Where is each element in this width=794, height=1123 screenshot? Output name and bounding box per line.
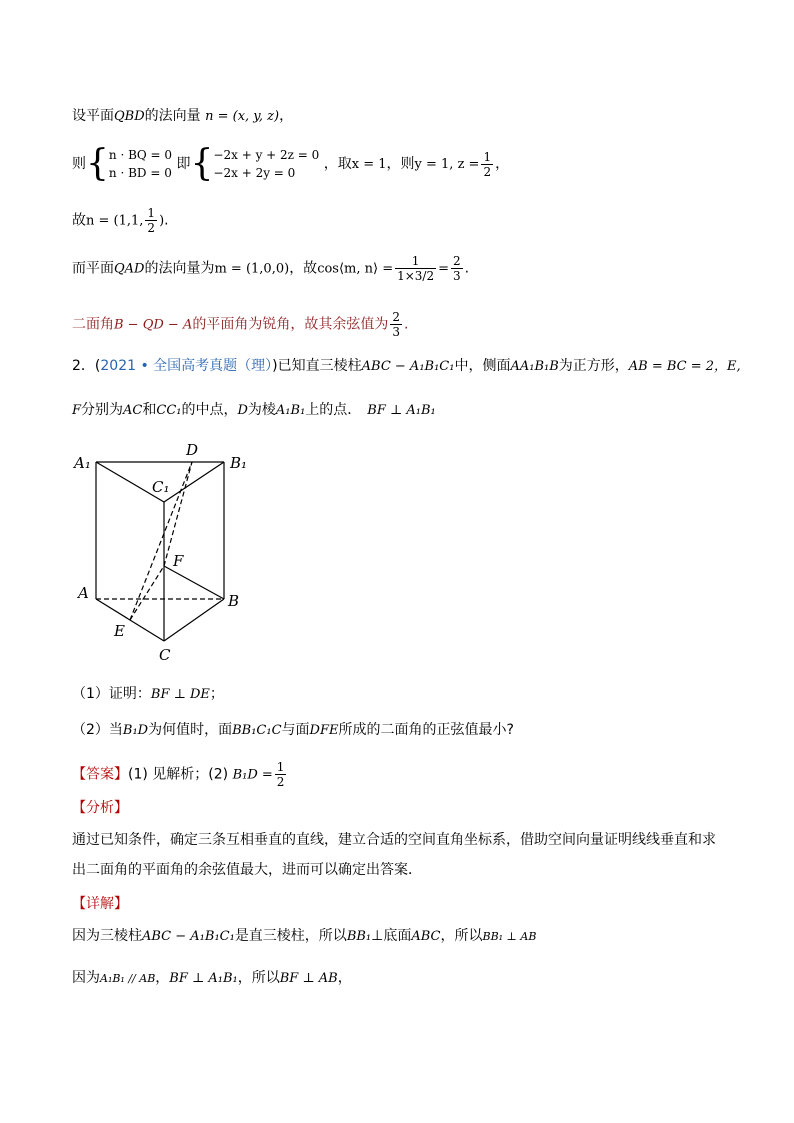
label-b: B (228, 592, 240, 610)
paren: ) (159, 213, 165, 229)
text: （1）证明： (72, 686, 151, 702)
text: 设平面 (72, 108, 114, 124)
equals: = (438, 261, 450, 277)
face-label: BB₁C₁C (232, 723, 282, 738)
equation: x = 1 (351, 157, 387, 172)
text: ，所以 (237, 970, 280, 986)
text: 的法向量 (144, 108, 201, 124)
label-a1: A₁ (74, 454, 91, 472)
fraction: $\frac{2}{3}$ (392, 310, 400, 339)
fraction: $\frac{1}{2}$ (147, 206, 156, 235)
label-c: C (159, 646, 171, 664)
segment-label: CC₁ (156, 403, 182, 418)
prism-label: ABC − A₁B₁C₁ (142, 929, 235, 944)
text: 因为 (72, 970, 100, 986)
text: ，取 (323, 156, 352, 172)
plane-label: QBD (114, 109, 145, 124)
face-label: DFE (309, 723, 339, 738)
question-source: 2021 • 全国高考真题（理） (100, 358, 273, 374)
text: ， (337, 970, 352, 986)
line-normal-vector-qbd (72, 106, 293, 127)
text: 所成的二面角的正弦值最小? (338, 722, 514, 738)
text: . (164, 212, 169, 229)
equation: y = 1, z = (414, 157, 480, 172)
point-label: D (237, 403, 248, 418)
part-2 (72, 720, 514, 741)
text: ； (209, 686, 224, 702)
text: ， (155, 970, 170, 986)
equation: AB = BC = 2 (628, 359, 715, 374)
analysis-text: 通过已知条件，确定三条互相垂直的直线，建立合适的空间直角坐标系，借助空间向量证明线线垂直和求出二面角的平面角的余弦值最大，进而可以确定出答案． (72, 832, 716, 878)
edge-c1-b1 (164, 462, 224, 502)
text: 的法向量为 (144, 260, 215, 277)
equation: BB₁ ⊥ AB (482, 930, 537, 943)
equation: B₁D = (232, 767, 273, 783)
label-b1: B₁ (230, 454, 248, 472)
equation: cos⟨m, n⟩ = (317, 261, 394, 277)
question-2-line-2 (72, 400, 436, 421)
text: 二面角 (72, 316, 114, 333)
fraction: $\frac{1}{1\times 3/2}$ (397, 254, 435, 283)
text: . (403, 316, 409, 333)
equation: n = (x, y, z) (205, 109, 280, 124)
fraction: $\frac{2}{3}$ (453, 254, 461, 283)
equation: BF ⊥ A₁B₁ (367, 403, 436, 418)
text: . (464, 260, 470, 277)
text: 为何值时，面 (148, 722, 233, 738)
text: ) (272, 358, 278, 374)
label-c1: C₁ (152, 478, 170, 496)
part-1 (72, 684, 224, 705)
text: ，E, (714, 359, 741, 374)
text: 故 (72, 212, 86, 229)
question-2-line-1 (72, 356, 741, 377)
system-equations: −2x + y + 2z = 0 −2x + 2y = 0 (213, 148, 320, 180)
edge-c-b (164, 599, 224, 641)
text: ， (279, 108, 294, 124)
equation: BF ⊥ DE (150, 687, 210, 702)
fraction: $\frac{1}{2}$ (276, 760, 285, 789)
line-n-result (72, 206, 169, 236)
text: 则 (72, 156, 86, 172)
text: 为正方形， (558, 358, 629, 374)
segment-e-f (130, 566, 164, 620)
text: ⊥底面 (371, 928, 412, 944)
answer-tag: 【答案】 (72, 766, 128, 783)
equation: n = (1,1, (86, 213, 144, 229)
segment-label: BB₁ (346, 929, 372, 944)
text: （2）当 (72, 722, 123, 738)
answer-line (72, 760, 288, 790)
brace: { (86, 143, 109, 184)
line-system (72, 143, 510, 190)
text: 上的点． (305, 402, 362, 418)
face-label: AA₁B₁B (510, 359, 559, 374)
detail-tag: 【详解】 (72, 896, 128, 912)
text: 的中点， (181, 402, 238, 418)
text: 是直三棱柱，所以 (234, 928, 347, 944)
angle-label: B − QD − A (114, 317, 193, 333)
point-label: F (72, 403, 82, 418)
text: 而平面 (72, 260, 114, 277)
text: ，所以 (440, 928, 483, 944)
brace: { (190, 143, 214, 184)
text: 中，侧面 (454, 358, 511, 374)
equation: BF ⊥ A₁B₁ (169, 971, 238, 986)
text: (1) 见解析；(2) (128, 766, 229, 783)
prism-label: ABC − A₁B₁C₁ (361, 359, 455, 374)
label-f: F (173, 552, 184, 570)
text: 与面 (281, 722, 310, 738)
text: 为棱 (247, 402, 276, 418)
plane-label: QAD (114, 261, 145, 277)
line-cos (72, 254, 469, 294)
text: 即 (176, 156, 191, 172)
segment-label: AC (123, 403, 143, 418)
analysis-tag: 【分析】 (72, 800, 128, 816)
text: 分别为 (81, 402, 124, 418)
text: 的平面角为锐角，故其余弦值为 (192, 316, 389, 333)
label-e: E (114, 622, 125, 640)
segment-f-b (164, 566, 224, 599)
text: ， (495, 156, 510, 172)
label-a: A (78, 584, 89, 602)
fraction: $\frac{1}{2}$ (483, 149, 492, 179)
question-number: 2．( (72, 358, 101, 374)
equation: A₁B₁ // AB (100, 972, 156, 985)
equation: m = (1,0,0) (214, 261, 290, 277)
text: 和 (142, 402, 157, 418)
face-label: ABC (411, 929, 441, 944)
text: 已知直三棱柱 (277, 358, 362, 374)
segment-label: A₁B₁ (275, 403, 306, 418)
label-d: D (186, 441, 199, 459)
segment-label: B₁D (122, 723, 149, 738)
prism-figure (72, 436, 272, 666)
text: ，故 (289, 260, 318, 277)
system-vectors: n · BQ = 0 n · BD = 0 (108, 148, 173, 180)
text: 因为三棱柱 (72, 928, 142, 944)
detail-line-1 (72, 926, 536, 947)
detail-line-2 (72, 968, 352, 989)
text: ，则 (386, 156, 415, 172)
equation: BF ⊥ AB (279, 971, 338, 986)
line-conclusion (72, 310, 408, 344)
